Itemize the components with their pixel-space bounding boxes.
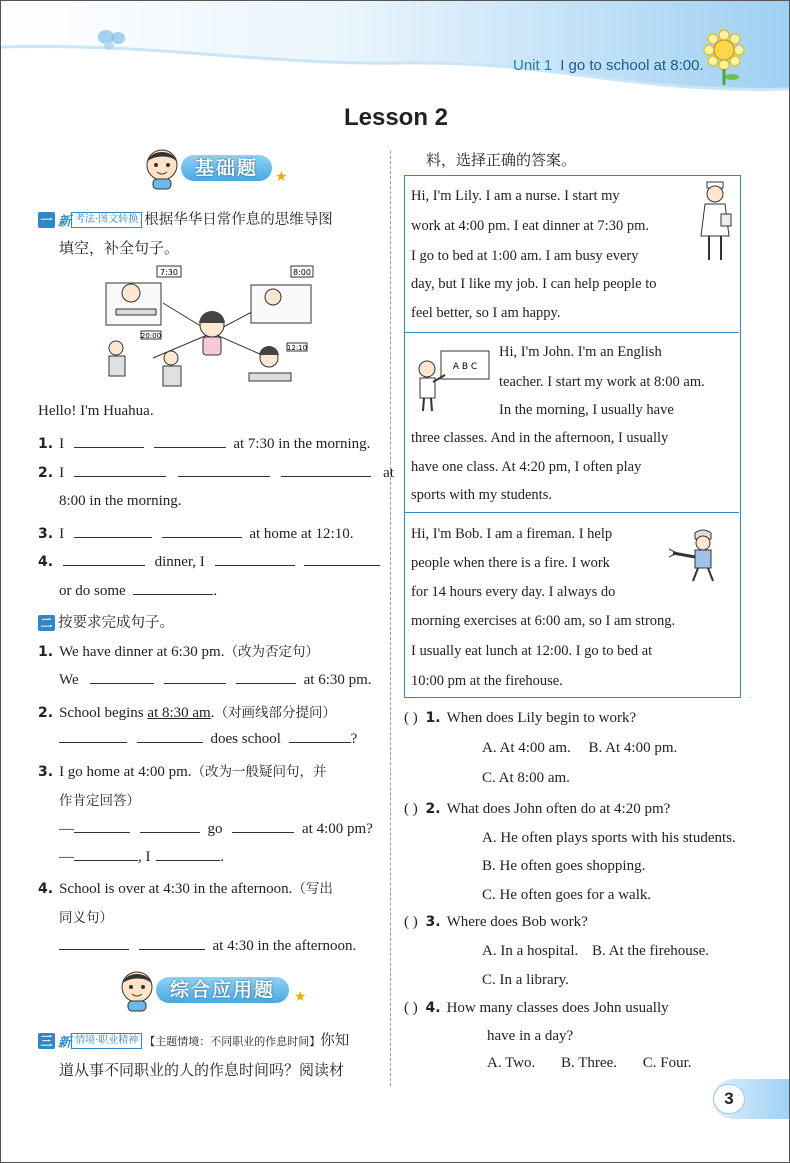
- answer-blank[interactable]: [178, 463, 270, 477]
- section-basic-header: [141, 147, 301, 187]
- board-text: A B C: [452, 362, 478, 372]
- part2-q1: [38, 640, 319, 661]
- item-number: 4.: [425, 1000, 441, 1016]
- part3-tag: 情境·职业精神: [71, 1033, 142, 1049]
- answer-paren[interactable]: ( ): [404, 914, 418, 930]
- time-label: 20:00: [140, 332, 162, 340]
- part1-item-4-cont: [59, 581, 217, 600]
- answer-blank[interactable]: [140, 819, 200, 833]
- question-3: [404, 914, 588, 931]
- passage-lily: [405, 176, 739, 333]
- q3-option-c[interactable]: C. In a library.: [482, 972, 569, 988]
- q3-options-1: [482, 943, 709, 960]
- passage-line: teacher. I start my work at 8:00 am.: [499, 374, 705, 390]
- passage-line: Hi, I'm Bob. I am a fireman. I help: [411, 526, 613, 542]
- item-number: 4.: [38, 554, 54, 570]
- part2-q3: [38, 760, 327, 781]
- answer-blank[interactable]: [139, 936, 205, 950]
- fireman-illustration: [667, 527, 733, 583]
- part2-q3-answer-2: [59, 847, 224, 866]
- part1-instruction-cont: 填空，补全句子。: [59, 239, 180, 257]
- part2-q4-req-cont: 同义句）: [59, 910, 113, 926]
- cartoon-boy-icon: [116, 969, 158, 1013]
- question-4: [404, 1000, 669, 1017]
- part3-mark: 三: [38, 1033, 55, 1049]
- part3-theme: 【主题情境：不同职业的作息时间】: [144, 1035, 321, 1048]
- part2-q2: [38, 701, 336, 722]
- part2-instruction: [38, 611, 174, 632]
- question-text: Where does Bob work?: [446, 914, 588, 930]
- answer-blank[interactable]: [74, 463, 166, 477]
- item-number: 3.: [38, 764, 54, 780]
- part1-item-2: [38, 463, 394, 482]
- q-text: School is over at 4:30 in the afternoon.: [59, 881, 293, 897]
- time-label: 7:30: [160, 268, 178, 277]
- unit-heading: [513, 57, 704, 74]
- question-text: What does John often do at 4:20 pm?: [446, 801, 671, 817]
- passage-line: I go to bed at 1:00 am. I am busy every: [411, 248, 639, 264]
- q-text: does school: [210, 731, 281, 747]
- time-label: 12:10: [286, 344, 308, 352]
- item-number: 2.: [425, 801, 441, 817]
- q4-options: [487, 1055, 692, 1072]
- q1-option-c[interactable]: C. At 8:00 am.: [482, 770, 570, 786]
- item-text: or do some: [59, 583, 126, 599]
- passage-line: day, but I like my job. I can help people to: [411, 276, 657, 292]
- part2-q3-req-cont: 作肯定回答）: [59, 793, 140, 809]
- passage-line: sports with my students.: [411, 487, 552, 503]
- q-requirement: （对画线部分提问）: [214, 705, 336, 721]
- answer-blank[interactable]: [232, 819, 294, 833]
- item-text: I: [59, 526, 65, 542]
- passage-bob: [405, 513, 739, 698]
- sunflower-icon: [701, 29, 747, 85]
- unit-title: I go to school at 8:00.: [560, 57, 704, 74]
- answer-blank[interactable]: [215, 552, 295, 566]
- time-label: 8:00: [293, 268, 311, 277]
- answer-blank[interactable]: [133, 581, 213, 595]
- reading-passages-box: [404, 175, 741, 698]
- q-requirement: （改为否定句）: [224, 644, 319, 660]
- q-text: at 4:00 pm?: [302, 821, 373, 837]
- section-basic-title: 基础题: [181, 155, 272, 181]
- answer-paren[interactable]: ( ): [404, 801, 418, 817]
- answer-blank[interactable]: [154, 434, 226, 448]
- answer-blank[interactable]: [59, 729, 127, 743]
- passage-line: Hi, I'm John. I'm an English: [499, 344, 662, 360]
- part3-instruction-cont: 道从事不同职业的人的作息时间吗？阅读材: [59, 1061, 345, 1079]
- q-text: .: [220, 849, 224, 865]
- new-label: 新: [58, 1035, 72, 1051]
- part3-instruction-end: 料，选择正确的答案。: [426, 151, 577, 169]
- passage-line: morning exercises at 6:00 am, so I am strong.: [411, 613, 676, 629]
- answer-blank[interactable]: [137, 729, 203, 743]
- q-text: We have dinner at 6:30 pm.: [59, 644, 225, 660]
- item-number: 1.: [38, 644, 54, 660]
- answer-blank[interactable]: [74, 524, 152, 538]
- part1-mark: 一: [38, 212, 55, 228]
- q-requirement: （改为一般疑问句，并: [191, 764, 327, 780]
- answer-blank[interactable]: [162, 524, 242, 538]
- mind-map-illustration: [101, 263, 323, 397]
- new-label: 新: [58, 214, 72, 230]
- section-applied-title: 综合应用题: [156, 977, 289, 1003]
- answer-blank[interactable]: [74, 819, 130, 833]
- passage-line: three classes. And in the afternoon, I usually: [411, 430, 669, 446]
- lesson-title: Lesson 2: [343, 104, 449, 131]
- passage-line: work at 4:00 pm. I eat dinner at 7:30 pm.: [411, 218, 649, 234]
- dash: —: [59, 849, 74, 865]
- part3-instruction-text: 你知: [320, 1033, 350, 1049]
- part1-instruction-text: 根据华华日常作息的思维导图: [144, 212, 333, 228]
- item-number: 2.: [38, 705, 54, 721]
- option[interactable]: A. Two.: [487, 1055, 536, 1071]
- question-1: [404, 710, 636, 727]
- item-text: at: [383, 465, 394, 481]
- part3-instruction: [38, 1029, 349, 1051]
- part1-item-3: [38, 524, 353, 543]
- answer-blank[interactable]: [304, 552, 380, 566]
- part2-q2-answer: [59, 729, 357, 748]
- item-number: 2.: [38, 465, 54, 481]
- part1-instruction: [38, 208, 333, 230]
- q-text: , I: [138, 849, 151, 865]
- passage-line: Hi, I'm Lily. I am a nurse. I start my: [411, 188, 620, 204]
- section-applied-header: [116, 969, 316, 1009]
- q-text: at 6:30 pm.: [303, 672, 372, 688]
- part2-q4: [38, 877, 333, 898]
- item-number: 4.: [38, 881, 54, 897]
- item-text: I: [59, 436, 65, 452]
- option[interactable]: B. At the firehouse.: [591, 943, 710, 959]
- intro-line: Hello! I'm Huahua.: [38, 403, 154, 419]
- answer-blank[interactable]: [164, 670, 226, 684]
- underlined-phrase: at 8:30 am: [147, 705, 211, 721]
- option[interactable]: A. In a hospital.: [482, 943, 579, 959]
- question-2: [404, 801, 670, 818]
- question-text: When does Lily begin to work?: [446, 710, 637, 726]
- part1-tag: 考法·图文转换: [71, 212, 142, 228]
- star-icon: ★: [294, 989, 307, 1005]
- option[interactable]: B. Three.: [561, 1055, 617, 1071]
- part2-q3-answer-1: [59, 819, 373, 838]
- answer-paren[interactable]: ( ): [404, 710, 418, 726]
- part2-instruction-text: 按要求完成句子。: [58, 615, 174, 631]
- star-icon: ★: [275, 169, 288, 185]
- answer-blank[interactable]: [289, 729, 351, 743]
- q-text: go: [207, 821, 223, 837]
- part1-item-4: [38, 552, 380, 571]
- q-text: .: [210, 705, 215, 721]
- part2-q4-answer: [59, 936, 356, 955]
- answer-blank[interactable]: [281, 463, 371, 477]
- q-requirement: （写出: [292, 881, 333, 897]
- cartoon-boy-icon: [141, 147, 183, 191]
- item-text: dinner, I: [154, 554, 205, 570]
- passage-line: for 14 hours every day. I always do: [411, 584, 616, 600]
- item-text: at 7:30 in the morning.: [233, 436, 371, 452]
- question-4-cont: have in a day?: [487, 1028, 574, 1044]
- dash: —: [59, 821, 74, 837]
- item-text: at home at 12:10.: [249, 526, 354, 542]
- item-text: .: [213, 583, 218, 599]
- column-divider: [390, 151, 391, 1086]
- answer-blank[interactable]: [74, 847, 138, 861]
- item-text: I: [59, 465, 65, 481]
- passage-line: people when there is a fire. I work: [411, 555, 610, 571]
- answer-blank[interactable]: [74, 434, 144, 448]
- q-text: We: [59, 672, 79, 688]
- part1-item-1: [38, 434, 370, 453]
- q2-option-a[interactable]: A. He often plays sports with his students.: [482, 830, 736, 846]
- answer-blank[interactable]: [156, 847, 220, 861]
- q-text: I go home at 4:00 pm.: [59, 764, 192, 780]
- unit-label: Unit 1: [513, 57, 553, 74]
- option[interactable]: B. At 4:00 pm.: [588, 740, 678, 756]
- question-text: How many classes does John usually: [446, 1000, 669, 1016]
- q-text: School begins: [59, 705, 144, 721]
- answer-blank[interactable]: [63, 552, 145, 566]
- option[interactable]: C. Four.: [642, 1055, 692, 1071]
- passage-line: In the morning, I usually have: [499, 402, 674, 418]
- answer-blank[interactable]: [90, 670, 154, 684]
- q1-options-1: [482, 740, 677, 757]
- q-text: at 4:30 in the afternoon.: [212, 938, 357, 954]
- part2-q1-answer: [59, 670, 372, 689]
- nurse-illustration: [697, 180, 733, 264]
- item-number: 1.: [425, 710, 441, 726]
- butterfly-icon: [97, 27, 127, 53]
- item-number: 3.: [425, 914, 441, 930]
- item-number: 1.: [38, 436, 54, 452]
- passage-john: [405, 333, 739, 513]
- passage-line: 10:00 pm at the firehouse.: [411, 673, 563, 689]
- q2-option-b[interactable]: B. He often goes shopping.: [482, 858, 646, 874]
- passage-line: feel better, so I am happy.: [411, 305, 561, 321]
- item-number: 3.: [38, 526, 54, 542]
- passage-line: I usually eat lunch at 12:00. I go to bed at: [411, 643, 653, 659]
- answer-paren[interactable]: ( ): [404, 1000, 418, 1016]
- answer-blank[interactable]: [236, 670, 296, 684]
- passage-line: have one class. At 4:20 pm, I often play: [411, 459, 642, 475]
- part2-mark: 二: [38, 615, 55, 631]
- teacher-illustration: [411, 347, 493, 413]
- page-number: 3: [713, 1084, 745, 1114]
- q2-option-c[interactable]: C. He often goes for a walk.: [482, 887, 652, 903]
- answer-blank[interactable]: [59, 936, 129, 950]
- option[interactable]: A. At 4:00 am.: [482, 740, 571, 756]
- part1-item-2-cont: 8:00 in the morning.: [59, 493, 182, 509]
- q-text: ?: [350, 731, 358, 747]
